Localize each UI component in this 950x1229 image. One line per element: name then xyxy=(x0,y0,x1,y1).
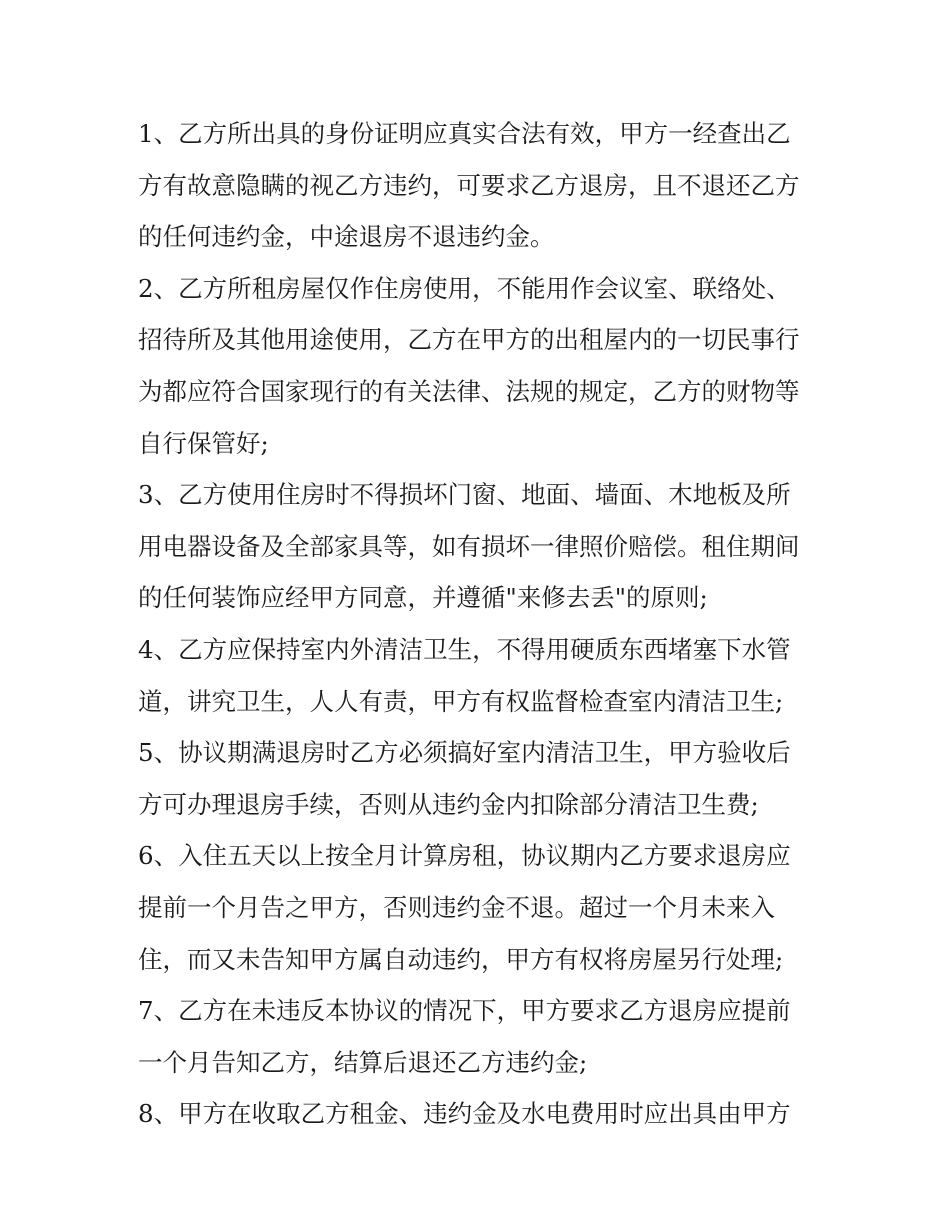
text-line: 为都应符合国家现行的有关法律、法规的规定，乙方的财物等 xyxy=(138,376,800,406)
text-line: 的任何装饰应经甲方同意，并遵循"来修去丢"的原则; xyxy=(138,583,708,613)
text-line: 自行保管好; xyxy=(138,428,269,458)
text-line: 1、乙方所出具的身份证明应真实合法有效，甲方一经查出乙 xyxy=(138,119,791,148)
text-line: 道，讲究卫生，人人有责，甲方有权监督检查室内清洁卫生; xyxy=(138,686,784,716)
text-line: 7、乙方在未违反本协议的情况下，甲方要求乙方退房应提前 xyxy=(138,996,791,1026)
text-line: 一个月告知乙方，结算后退还乙方违约金; xyxy=(138,1047,588,1077)
text-line: 的任何违约金，中途退房不退违约金。 xyxy=(138,222,555,252)
text-line: 2、乙方所租房屋仅作住房使用，不能用作会议室、联络处、 xyxy=(138,273,791,303)
text-line: 4、乙方应保持室内外清洁卫生，不得用硬质东西堵塞下水管 xyxy=(138,634,791,664)
text-line: 5、协议期满退房时乙方必须搞好室内清洁卫生，甲方验收后 xyxy=(138,738,791,768)
text-line: 8、甲方在收取乙方租金、违约金及水电费用时应出具由甲方 xyxy=(138,1099,791,1129)
text-line: 方有故意隐瞒的视乙方违约，可要求乙方退房，且不退还乙方 xyxy=(138,170,800,200)
text-line: 6、入住五天以上按全月计算房租，协议期内乙方要求退房应 xyxy=(138,841,791,871)
text-line: 3、乙方使用住房时不得损坏门窗、地面、墙面、木地板及所 xyxy=(138,480,791,510)
text-line: 提前一个月告之甲方，否则违约金不退。超过一个月未来入 xyxy=(138,892,775,922)
text-line: 招待所及其他用途使用，乙方在甲方的出租屋内的一切民事行 xyxy=(138,325,800,355)
text-line: 用电器设备及全部家具等，如有损坏一律照价赔偿。租住期间 xyxy=(138,531,800,561)
text-line: 方可办理退房手续，否则从违约金内扣除部分清洁卫生费; xyxy=(138,789,759,819)
document-body xyxy=(138,108,818,1140)
text-line: 住，而又未告知甲方属自动违约，甲方有权将房屋另行处理; xyxy=(138,944,784,974)
